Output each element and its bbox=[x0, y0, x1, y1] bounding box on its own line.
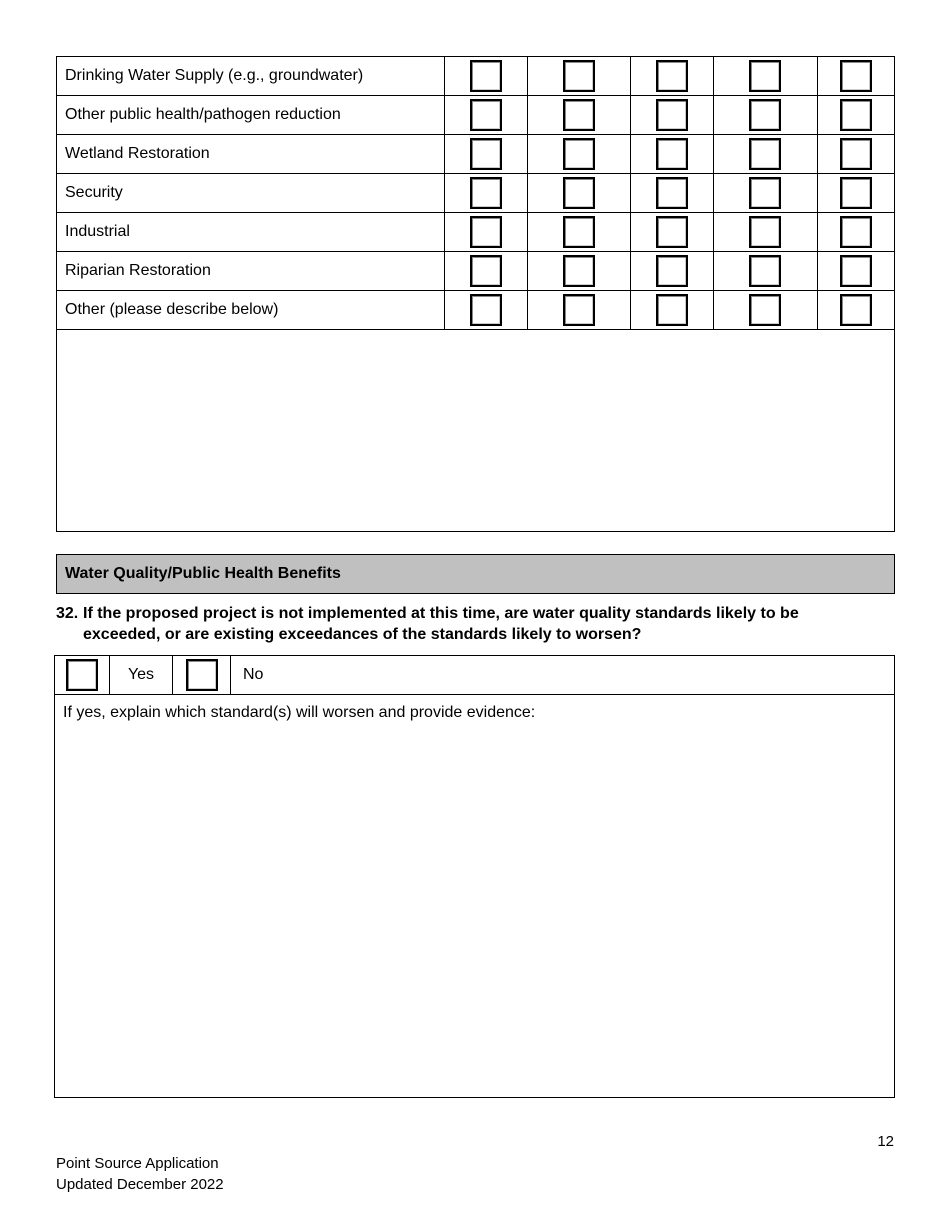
benefit-row bbox=[57, 213, 895, 252]
benefit-checkbox[interactable] bbox=[470, 294, 502, 326]
question-text: If the proposed project is not implemented at this time, are water quality standards likely to be exceeded, or are existing exceedances of the standards likely to worsen? bbox=[83, 605, 799, 643]
benefit-checkbox-cell bbox=[445, 135, 528, 174]
benefit-checkbox[interactable] bbox=[840, 216, 872, 248]
benefit-checkbox-cell bbox=[714, 291, 818, 330]
benefit-checkbox-cell bbox=[445, 291, 528, 330]
explanation-prompt: If yes, explain which standard(s) will worsen and provide evidence: bbox=[63, 704, 536, 721]
benefit-row bbox=[57, 96, 895, 135]
section-header bbox=[56, 554, 895, 594]
benefit-checkbox-cell bbox=[445, 213, 528, 252]
benefit-checkbox[interactable] bbox=[656, 138, 688, 170]
benefit-label: Security bbox=[57, 174, 445, 213]
no-label: No bbox=[231, 656, 895, 695]
benefit-checkbox[interactable] bbox=[470, 177, 502, 209]
benefit-checkbox[interactable] bbox=[840, 99, 872, 131]
benefit-checkbox[interactable] bbox=[563, 138, 595, 170]
page-number: 12 bbox=[877, 1133, 894, 1150]
benefit-checkbox-cell bbox=[630, 291, 713, 330]
benefit-checkbox[interactable] bbox=[563, 177, 595, 209]
question-number: 32. bbox=[56, 605, 79, 622]
benefit-label: Riparian Restoration bbox=[57, 252, 445, 291]
footer bbox=[56, 1153, 224, 1195]
benefit-checkbox-cell bbox=[528, 213, 631, 252]
benefit-checkbox[interactable] bbox=[840, 294, 872, 326]
yes-no-table bbox=[54, 655, 895, 1098]
benefit-checkbox[interactable] bbox=[840, 138, 872, 170]
explanation-field[interactable] bbox=[55, 695, 895, 1098]
benefit-label: Industrial bbox=[57, 213, 445, 252]
benefit-checkbox[interactable] bbox=[749, 294, 781, 326]
benefit-checkbox-cell bbox=[630, 57, 713, 96]
benefit-checkbox-cell bbox=[817, 213, 894, 252]
benefit-checkbox[interactable] bbox=[563, 99, 595, 131]
benefit-checkbox[interactable] bbox=[840, 177, 872, 209]
benefit-checkbox-cell bbox=[445, 252, 528, 291]
benefit-label: Other public health/pathogen reduction bbox=[57, 96, 445, 135]
benefit-checkbox-cell bbox=[817, 252, 894, 291]
footer-line-title: Point Source Application bbox=[56, 1155, 219, 1172]
benefit-checkbox-cell bbox=[630, 174, 713, 213]
benefit-checkbox-cell bbox=[528, 291, 631, 330]
benefit-checkbox-cell bbox=[528, 57, 631, 96]
benefit-checkbox-cell bbox=[817, 57, 894, 96]
benefit-checkbox[interactable] bbox=[656, 294, 688, 326]
benefit-checkbox-cell bbox=[714, 135, 818, 174]
benefit-checkbox-cell bbox=[630, 213, 713, 252]
benefit-checkbox[interactable] bbox=[656, 99, 688, 131]
other-description-field[interactable] bbox=[57, 330, 895, 532]
benefit-checkbox-cell bbox=[445, 174, 528, 213]
benefit-checkbox[interactable] bbox=[749, 138, 781, 170]
benefit-label: Other (please describe below) bbox=[57, 291, 445, 330]
benefit-checkbox-cell bbox=[630, 96, 713, 135]
benefit-checkbox[interactable] bbox=[840, 255, 872, 287]
benefit-label: Wetland Restoration bbox=[57, 135, 445, 174]
benefit-row bbox=[57, 174, 895, 213]
benefit-checkbox-cell bbox=[630, 135, 713, 174]
yes-label: Yes bbox=[110, 656, 173, 695]
benefit-checkbox[interactable] bbox=[749, 60, 781, 92]
benefit-checkbox[interactable] bbox=[749, 255, 781, 287]
benefit-checkbox-cell bbox=[714, 252, 818, 291]
benefit-row bbox=[57, 57, 895, 96]
benefit-checkbox[interactable] bbox=[470, 138, 502, 170]
benefit-checkbox-cell bbox=[714, 174, 818, 213]
benefit-checkbox-cell bbox=[817, 96, 894, 135]
benefit-checkbox[interactable] bbox=[563, 255, 595, 287]
benefit-row bbox=[57, 291, 895, 330]
benefit-row bbox=[57, 252, 895, 291]
benefit-checkbox[interactable] bbox=[470, 60, 502, 92]
benefit-checkbox[interactable] bbox=[840, 60, 872, 92]
section-title: Water Quality/Public Health Benefits bbox=[65, 565, 341, 582]
benefit-checkbox[interactable] bbox=[749, 99, 781, 131]
benefit-checkbox[interactable] bbox=[749, 177, 781, 209]
benefit-checkbox[interactable] bbox=[563, 294, 595, 326]
benefit-checkbox[interactable] bbox=[470, 216, 502, 248]
benefit-checkbox-cell bbox=[528, 252, 631, 291]
benefit-checkbox-cell bbox=[714, 213, 818, 252]
benefit-checkbox[interactable] bbox=[470, 255, 502, 287]
benefit-checkbox-cell bbox=[714, 57, 818, 96]
benefit-checkbox-cell bbox=[445, 57, 528, 96]
benefit-row bbox=[57, 135, 895, 174]
benefit-checkbox-cell bbox=[528, 135, 631, 174]
benefit-checkbox[interactable] bbox=[656, 216, 688, 248]
benefit-checkbox[interactable] bbox=[563, 60, 595, 92]
benefit-checkbox-cell bbox=[714, 96, 818, 135]
benefit-checkbox-cell bbox=[630, 252, 713, 291]
benefit-checkbox[interactable] bbox=[656, 255, 688, 287]
question-32 bbox=[56, 603, 876, 645]
benefit-checkbox-cell bbox=[445, 96, 528, 135]
yes-checkbox[interactable] bbox=[66, 659, 98, 691]
benefit-checkbox[interactable] bbox=[749, 216, 781, 248]
benefit-checkbox-cell bbox=[528, 96, 631, 135]
benefit-checkbox[interactable] bbox=[563, 216, 595, 248]
benefit-label: Drinking Water Supply (e.g., groundwater) bbox=[57, 57, 445, 96]
benefit-checkbox-cell bbox=[528, 174, 631, 213]
benefit-checkbox-cell bbox=[817, 135, 894, 174]
benefit-checkbox-cell bbox=[817, 174, 894, 213]
footer-line-updated: Updated December 2022 bbox=[56, 1176, 224, 1193]
benefit-checkbox[interactable] bbox=[656, 60, 688, 92]
benefit-checkbox-cell bbox=[817, 291, 894, 330]
no-checkbox[interactable] bbox=[186, 659, 218, 691]
benefit-checkbox[interactable] bbox=[470, 99, 502, 131]
benefits-table bbox=[56, 56, 895, 532]
benefit-checkbox[interactable] bbox=[656, 177, 688, 209]
